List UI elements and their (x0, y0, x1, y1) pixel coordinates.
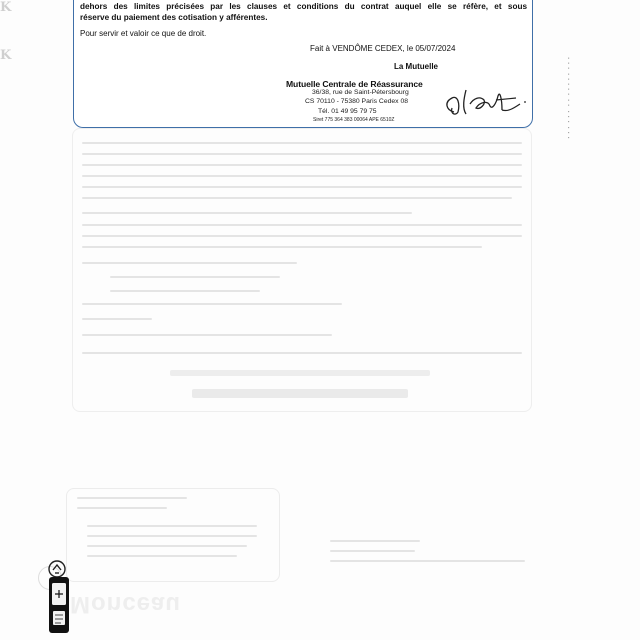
clause-line: réserve du paiement des cotisation y afférentes. (80, 12, 268, 22)
closing-statement: Pour servir et valoir ce que de droit. (80, 29, 207, 38)
clause-paragraph (80, 2, 527, 23)
stamp-company-name: Mutuelle Centrale de Réassurance (286, 79, 423, 89)
corner-mark-icon: K (0, 0, 12, 15)
showthrough-subtitle (170, 370, 430, 376)
showthrough-logo: Monceau (70, 591, 182, 618)
corner-mark-icon: K (0, 48, 12, 63)
clause-line: dehors des limites précisées par les clauses et conditions du contrat auquel elle se réfère, et sous (80, 2, 527, 11)
device-icon (47, 559, 73, 635)
showthrough-card (66, 488, 280, 582)
stamp-phone: Tél. 01 49 95 79 75 (318, 108, 377, 115)
margin-legal-text: ▪▪▪ ▪▪▪ ▪▪ ▪▪▪▪▪ ▪▪▪ (566, 56, 571, 141)
stamp-address-line: 36/38, rue de Saint-Pétersbourg (312, 89, 409, 96)
stamp-siret: Siret 775 364 383 00064 APE 6510Z (313, 117, 395, 123)
place-date-line: Fait à VENDÔME CEDEX, le 05/07/2024 (310, 44, 456, 53)
signature-icon (440, 82, 530, 118)
stamp-address-line: CS 70110 - 75380 Paris Cedex 08 (305, 98, 409, 105)
signatory-label: La Mutuelle (394, 62, 439, 71)
showthrough-title (192, 389, 408, 398)
